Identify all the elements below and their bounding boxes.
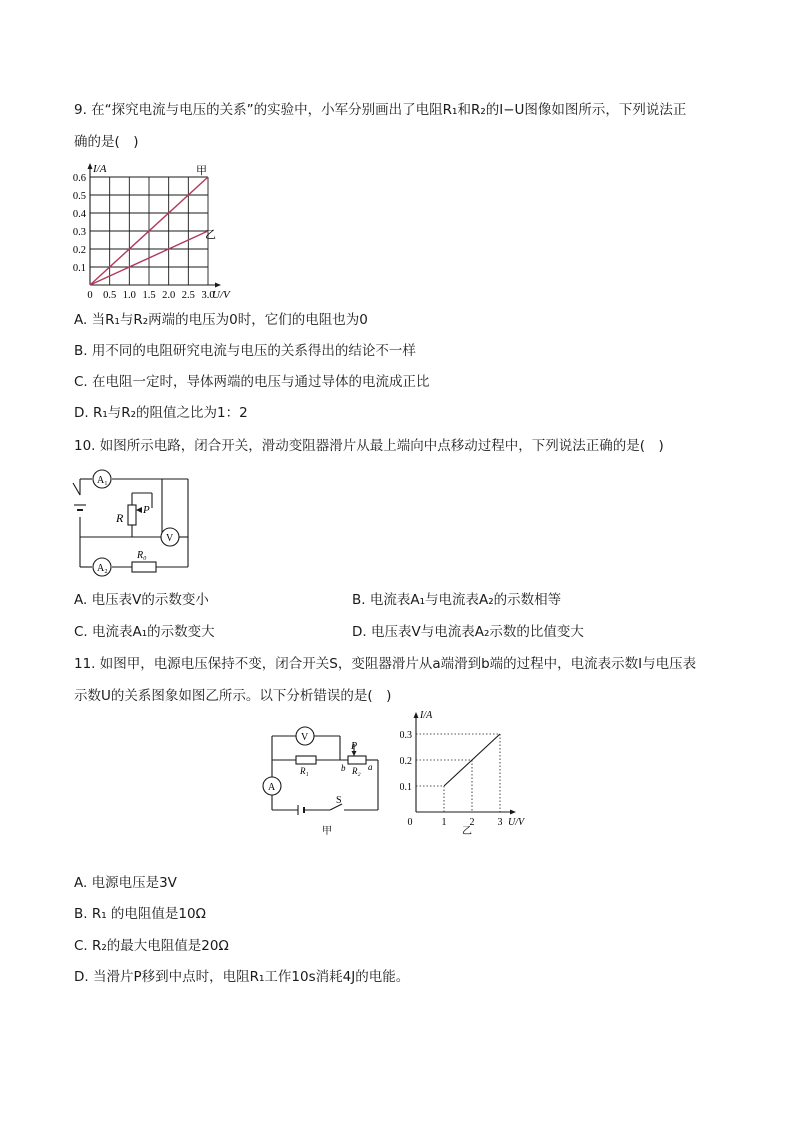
q10-slider-arrow: [136, 507, 142, 513]
q11-switch-label: S: [336, 795, 342, 806]
q10-rheostat: [115, 504, 150, 525]
q10-stem: 10. 如图所示电路，闭合开关，滑动变阻器滑片从最上端向中点移动过程中，下列说法正确的是( ): [74, 438, 664, 454]
q11-x-tick-label: 2: [469, 817, 475, 828]
q10-resistor-label: R₀: [137, 550, 147, 561]
q11-y-axis-arrow: [414, 712, 419, 718]
q11-graph-axes: [414, 712, 517, 815]
q9-y-axis-label: I/A: [93, 163, 107, 175]
q9-stem-line1: 9. 在“探究电流与电压的关系”的实验中，小军分别画出了电阻R₁和R₂的I−U图像如图所示，下列说法正: [74, 102, 687, 118]
q9-y-axis-arrow: [88, 163, 93, 169]
q9-y-tick-label: 0.6: [72, 173, 86, 184]
q9-x-tick-label: 1.0: [122, 290, 136, 301]
q11-voltmeter-label: V: [301, 732, 309, 743]
q11-circuit-diagram: [262, 722, 387, 837]
q11-ammeter: [263, 777, 281, 795]
q9-x-tick-label: 2.5: [181, 290, 195, 301]
q11-end-a-label: a: [368, 762, 373, 772]
q9-line-jia-label: 甲: [196, 165, 207, 177]
q10-voltmeter-label: V: [166, 533, 174, 544]
q9-x-axis-label: U/V: [212, 289, 230, 301]
q9-x-tick-label: 0: [87, 290, 93, 301]
q11-resistor-r1: [296, 756, 316, 776]
q9-x-tick-label: 3.0: [201, 290, 215, 301]
q10-slider-label: P: [143, 504, 150, 516]
q10-voltmeter: [161, 528, 179, 546]
q11-option-d[interactable]: D. 当滑片P移到中点时，电阻R₁工作10s消耗4J的电能。: [74, 969, 410, 985]
q10-rheostat-label: R: [116, 511, 124, 525]
q11-x-tick-label: 3: [497, 817, 503, 828]
q11-circuit-caption: 甲: [322, 826, 332, 837]
q11-voltmeter: [296, 727, 314, 745]
q11-graph-caption: 乙: [462, 826, 472, 837]
q11-option-a[interactable]: A. 电源电压是3V: [74, 875, 177, 891]
q11-y-tick-label: 0.3: [400, 730, 412, 741]
q11-x-tick-label: 0: [407, 817, 413, 828]
q11-rheostat-r2: [341, 741, 373, 776]
q9-line-yi-label: 乙: [205, 229, 216, 241]
q11-end-b-label: b: [341, 763, 346, 773]
q11-x-axis-arrow: [510, 810, 516, 815]
q11-iu-graph: [400, 708, 535, 838]
q9-y-tick-label: 0.2: [72, 245, 86, 256]
q11-ammeter-label: A: [268, 782, 276, 793]
q10-ammeter-a2: [93, 558, 111, 576]
q9-y-tick-label: 0.1: [72, 263, 86, 274]
q10-circuit-diagram: [70, 465, 195, 580]
q10-ammeter-a1-label: A₁: [97, 475, 108, 486]
q9-x-tick-label: 0.5: [103, 290, 117, 301]
q11-x-tick-label: 1: [441, 817, 447, 828]
q11-stem-line2: 示数U的关系图象如图乙所示。以下分析错误的是( ): [74, 688, 392, 704]
q11-x-axis-label: U/V: [508, 817, 525, 828]
q10-option-d[interactable]: D. 电压表V与电流表A₂示数的比值变大: [352, 624, 584, 640]
q9-option-d[interactable]: D. R₁与R₂的阻值之比为1：2: [74, 405, 248, 421]
q9-x-tick-label: 1.5: [142, 290, 156, 301]
q9-y-tick-label: 0.5: [72, 191, 86, 202]
q11-y-tick-label: 0.2: [400, 756, 412, 767]
q11-r1-label: R₁: [300, 766, 309, 776]
q9-stem-line2: 确的是( ): [74, 134, 139, 150]
q11-y-tick-label: 0.1: [400, 782, 412, 793]
q11-option-c[interactable]: C. R₂的最大电阻值是20Ω: [74, 938, 229, 954]
q9-option-b[interactable]: B. 用不同的电阻研究电流与电压的关系得出的结论不一样: [74, 343, 416, 359]
q9-iu-graph: [68, 160, 248, 305]
q10-option-b[interactable]: B. 电流表A₁与电流表A₂的示数相等: [352, 592, 562, 608]
q10-option-a[interactable]: A. 电压表V的示数变小: [74, 592, 209, 608]
q10-resistor-r0: [132, 550, 156, 572]
q9-option-c[interactable]: C. 在电阻一定时，导体两端的电压与通过导体的电流成正比: [74, 374, 430, 390]
q11-option-b[interactable]: B. R₁ 的电阻值是10Ω: [74, 906, 206, 922]
q11-slider-label: P: [351, 741, 358, 752]
q11-y-axis-label: I/A: [420, 710, 433, 721]
q9-x-tick-label: 2.0: [162, 290, 176, 301]
q9-y-tick-label: 0.3: [72, 227, 86, 238]
q10-option-c[interactable]: C. 电流表A₁的示数变大: [74, 624, 215, 640]
q11-stem-line1: 11. 如图甲，电源电压保持不变，闭合开关S，变阻器滑片从a端滑到b端的过程中，电流表示数I与电压表: [74, 656, 697, 672]
q11-r2-label: R₂: [352, 766, 361, 776]
q11-circuit-wires: [272, 736, 378, 815]
q10-ammeter-a1: [93, 470, 111, 488]
q9-y-tick-label: 0.4: [72, 209, 86, 220]
q10-ammeter-a2-label: A₂: [97, 563, 108, 574]
q9-option-a[interactable]: A. 当R₁与R₂两端的电压为0时，它们的电阻也为0: [74, 312, 368, 328]
q9-x-axis-arrow: [215, 283, 221, 288]
